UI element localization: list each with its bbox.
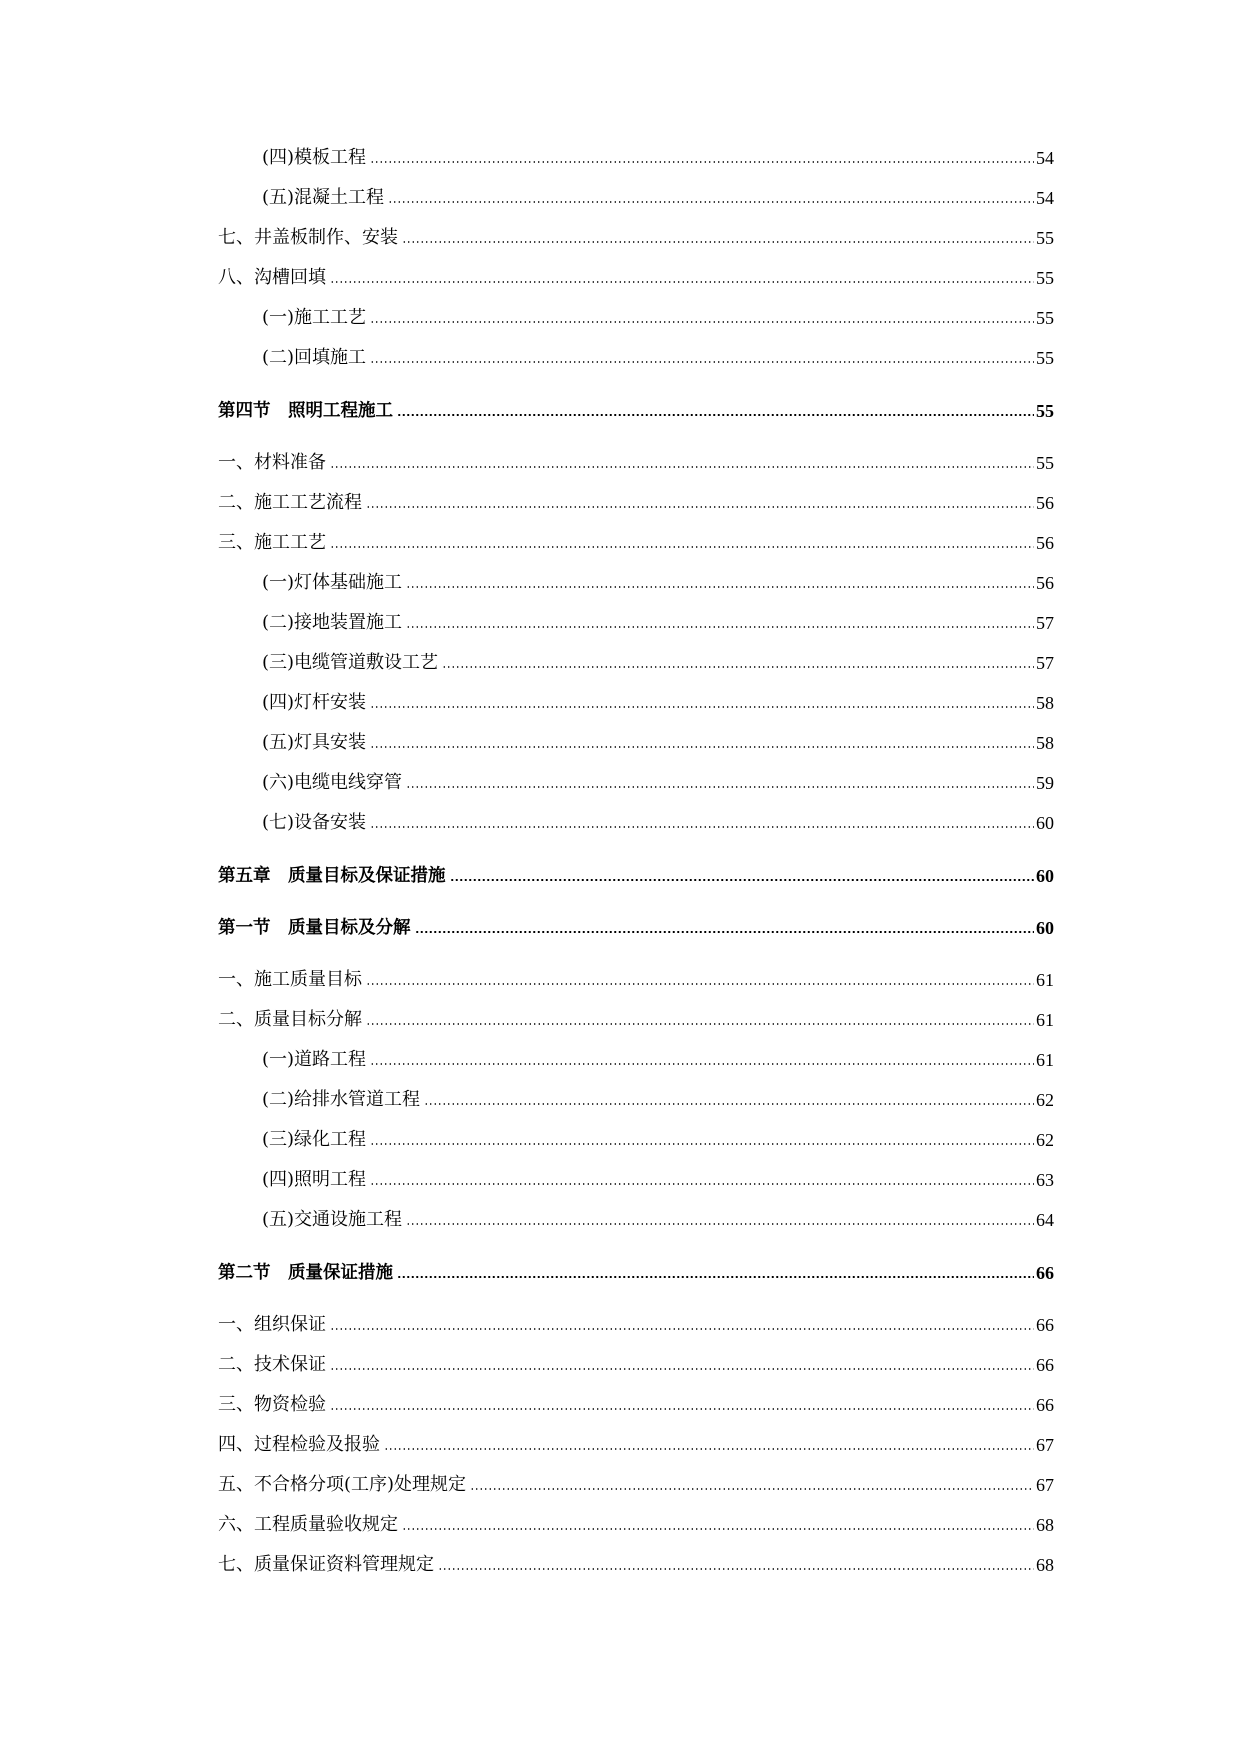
toc-entry-page: 58 — [1036, 693, 1054, 713]
toc-entry-title: (二)接地装置施工 — [262, 612, 403, 633]
toc-entry-title: 一、组织保证 — [218, 1314, 326, 1335]
dot-leader — [402, 240, 1034, 244]
dot-leader — [397, 1275, 1034, 1279]
toc-entry[interactable] — [218, 447, 1054, 475]
toc-entry-page: 61 — [1036, 1050, 1054, 1070]
toc-entry-page: 55 — [1036, 228, 1054, 248]
toc-entry-page: 56 — [1036, 533, 1054, 553]
dot-leader — [370, 160, 1034, 164]
toc-entry-page: 68 — [1036, 1515, 1054, 1535]
toc-entry[interactable] — [262, 1164, 1054, 1192]
toc-entry-page: 62 — [1036, 1090, 1054, 1110]
toc-entry-title: 一、施工质量目标 — [218, 969, 362, 990]
toc-entry[interactable] — [218, 1309, 1054, 1337]
toc-entry-title: (六)电缆电线穿管 — [262, 772, 403, 793]
toc-entry-title: (二)给排水管道工程 — [262, 1089, 421, 1110]
toc-entry[interactable] — [218, 527, 1054, 555]
toc-entry-page: 54 — [1036, 188, 1054, 208]
toc-entry-page: 55 — [1036, 348, 1054, 368]
toc-entry-title: 三、物资检验 — [218, 1394, 326, 1415]
toc-entry-title: 一、材料准备 — [218, 452, 326, 473]
dot-leader — [384, 1447, 1034, 1451]
toc-entry-page: 58 — [1036, 733, 1054, 753]
dot-leader — [406, 585, 1034, 589]
dot-leader — [330, 1327, 1034, 1331]
toc-entry-section[interactable] — [218, 1257, 1054, 1285]
toc-entry[interactable] — [218, 1509, 1054, 1537]
dot-leader — [370, 705, 1034, 709]
toc-entry-title: (三)绿化工程 — [262, 1129, 367, 1150]
toc-entry-page: 54 — [1036, 148, 1054, 168]
toc-entry[interactable] — [262, 687, 1054, 715]
toc-entry-title: 七、质量保证资料管理规定 — [218, 1554, 434, 1575]
toc-entry-page: 66 — [1036, 1355, 1054, 1375]
toc-entry[interactable] — [262, 727, 1054, 755]
dot-leader — [330, 1407, 1034, 1411]
toc-entry-title: (一)施工工艺 — [262, 307, 367, 328]
dot-leader — [370, 825, 1034, 829]
toc-entry[interactable] — [218, 1469, 1054, 1497]
toc-entry-page: 64 — [1036, 1210, 1054, 1230]
toc-entry-page: 66 — [1036, 1395, 1054, 1415]
toc-entry[interactable] — [218, 1389, 1054, 1417]
dot-leader — [366, 505, 1034, 509]
toc-entry-title: 第二节 质量保证措施 — [218, 1263, 393, 1283]
toc-entry-title: (五)交通设施工程 — [262, 1209, 403, 1230]
toc-entry-title: 八、沟槽回填 — [218, 267, 326, 288]
toc-entry[interactable] — [262, 767, 1054, 795]
dot-leader — [366, 982, 1034, 986]
toc-entry-page: 60 — [1036, 813, 1054, 833]
toc-entry-title: (一)道路工程 — [262, 1049, 367, 1070]
toc-entry-page: 62 — [1036, 1130, 1054, 1150]
toc-entry-title: 第五章 质量目标及保证措施 — [218, 866, 446, 886]
toc-entry-title: (四)模板工程 — [262, 147, 367, 168]
dot-leader — [366, 1022, 1034, 1026]
toc-entry-title: 七、井盖板制作、安装 — [218, 227, 398, 248]
toc-entry[interactable] — [262, 647, 1054, 675]
dot-leader — [330, 1367, 1034, 1371]
toc-entry[interactable] — [218, 964, 1054, 992]
toc-entry[interactable] — [262, 342, 1054, 370]
dot-leader — [406, 1222, 1034, 1226]
toc-entry-page: 55 — [1036, 453, 1054, 473]
toc-entry-page: 66 — [1036, 1263, 1054, 1283]
toc-entry[interactable] — [262, 182, 1054, 210]
toc-entry[interactable] — [262, 567, 1054, 595]
toc-entry-section[interactable] — [218, 912, 1054, 940]
toc-entry-page: 59 — [1036, 773, 1054, 793]
dot-leader — [330, 545, 1034, 549]
toc-entry[interactable] — [262, 1204, 1054, 1232]
toc-entry-page: 55 — [1036, 401, 1054, 421]
toc-entry-page: 68 — [1036, 1555, 1054, 1575]
dot-leader — [406, 785, 1034, 789]
dot-leader — [370, 1062, 1034, 1066]
toc-entry-title: (五)灯具安装 — [262, 732, 367, 753]
toc-entry-title: 四、过程检验及报验 — [218, 1434, 380, 1455]
toc-entry-page: 67 — [1036, 1435, 1054, 1455]
dot-leader — [397, 413, 1034, 417]
toc-entry[interactable] — [262, 807, 1054, 835]
toc-entry-title: (五)混凝土工程 — [262, 187, 385, 208]
dot-leader — [330, 465, 1034, 469]
dot-leader — [450, 878, 1035, 882]
toc-entry[interactable] — [218, 262, 1054, 290]
toc-entry-title: 二、施工工艺流程 — [218, 492, 362, 513]
toc-entry-page: 66 — [1036, 1315, 1054, 1335]
toc-entry[interactable] — [262, 142, 1054, 170]
toc-entry-page: 60 — [1036, 918, 1054, 938]
toc-entry[interactable] — [262, 1044, 1054, 1072]
toc-entry[interactable] — [218, 1429, 1054, 1457]
toc-entry[interactable] — [262, 1124, 1054, 1152]
dot-leader — [415, 930, 1035, 934]
toc-entry-title: 三、施工工艺 — [218, 532, 326, 553]
toc-entry-page: 56 — [1036, 493, 1054, 513]
toc-entry-title: 第四节 照明工程施工 — [218, 401, 393, 421]
toc-entry-title: 第一节 质量目标及分解 — [218, 918, 411, 938]
toc-entry-page: 55 — [1036, 268, 1054, 288]
dot-leader — [370, 1182, 1034, 1186]
toc-entry[interactable] — [218, 487, 1054, 515]
toc-entry-title: 二、质量目标分解 — [218, 1009, 362, 1030]
dot-leader — [370, 1142, 1034, 1146]
toc-entry-title: (七)设备安装 — [262, 812, 367, 833]
dot-leader — [370, 320, 1034, 324]
dot-leader — [438, 1567, 1034, 1571]
dot-leader — [370, 360, 1034, 364]
toc-entry-chapter[interactable] — [218, 860, 1054, 888]
toc-entry-title: (一)灯体基础施工 — [262, 572, 403, 593]
toc-entry-title: (二)回填施工 — [262, 347, 367, 368]
dot-leader — [424, 1102, 1034, 1106]
dot-leader — [470, 1487, 1034, 1491]
toc-entry-page: 61 — [1036, 1010, 1054, 1030]
toc-entry-section[interactable] — [218, 395, 1054, 423]
toc-entry-title: 二、技术保证 — [218, 1354, 326, 1375]
toc-entry-page: 63 — [1036, 1170, 1054, 1190]
toc-entry-page: 67 — [1036, 1475, 1054, 1495]
toc-entry-page: 61 — [1036, 970, 1054, 990]
toc-entry[interactable] — [218, 222, 1054, 250]
toc-entry-title: (四)灯杆安装 — [262, 692, 367, 713]
toc-entry-title: (三)电缆管道敷设工艺 — [262, 652, 439, 673]
toc-entry-title: (四)照明工程 — [262, 1169, 367, 1190]
toc-entry-title: 五、不合格分项(工序)处理规定 — [218, 1474, 467, 1495]
toc-entry-page: 55 — [1036, 308, 1054, 328]
toc-entry-page: 56 — [1036, 573, 1054, 593]
toc-entry[interactable] — [262, 1084, 1054, 1112]
dot-leader — [330, 280, 1034, 284]
toc-entry[interactable] — [262, 302, 1054, 330]
dot-leader — [388, 200, 1034, 204]
dot-leader — [406, 625, 1034, 629]
toc-entry-page: 57 — [1036, 653, 1054, 673]
toc-entry[interactable] — [218, 1549, 1054, 1577]
dot-leader — [402, 1527, 1034, 1531]
dot-leader — [370, 745, 1034, 749]
toc-entry[interactable] — [262, 607, 1054, 635]
toc-entry-page: 57 — [1036, 613, 1054, 633]
dot-leader — [442, 665, 1034, 669]
toc-entry-page: 60 — [1036, 866, 1054, 886]
toc-entry[interactable] — [218, 1349, 1054, 1377]
toc-entry-title: 六、工程质量验收规定 — [218, 1514, 398, 1535]
toc-entry[interactable] — [218, 1004, 1054, 1032]
